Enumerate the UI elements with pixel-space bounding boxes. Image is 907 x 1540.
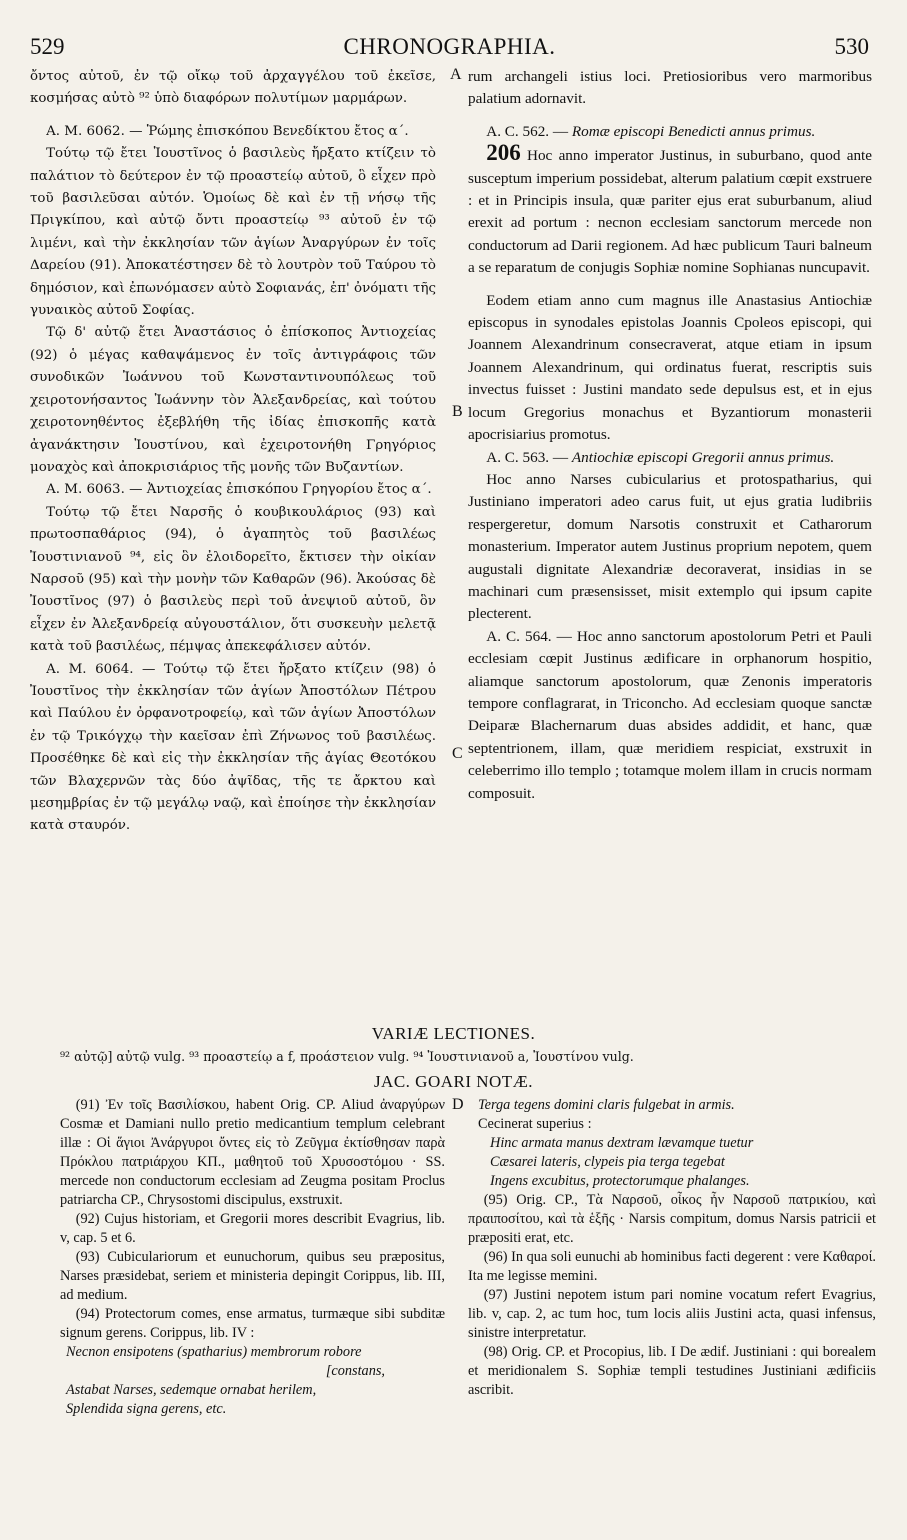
greek-paragraph: Τούτῳ τῷ ἔτει Ναρσῆς ὁ κουβικουλάριος (93) καὶ πρωτοσπαθάριος (94), ὁ ἀγαπητὸς τοῦ βασιλέως Ἰουστινιανοῦ ⁹⁴, εἰς ὃν ἐλοιδορεῖτο, ἔκτισεν τὴν οἰκίαν Ναρσοῦ (95) καὶ τὴν μονὴν τῶν Καθαρῶν (96). Ἀκούσας δὲ Ἰουστῖνος (97) ὁ βασιλεὺς περὶ τοῦ ἀνεψιοῦ αὐτοῦ, ὃν εἶχεν ἐν Ἀλεξανδρείᾳ αὐγουστάλιον, ὅτι συσκευὴν μελετᾷ κατὰ τοῦ βασιλέως, πέμψας ἀπεκεφάλισεν αὐτόν.	[30, 504, 436, 655]
greek-year-heading: Α. Μ. 6062. — Ῥώμης ἐπισκόπου Βενεδίκτου ἔτος α΄.	[46, 123, 409, 139]
section-number: 206	[486, 140, 521, 166]
note-97: (97) Justini nepotem istum pari nomine vocatum refert Evagrius, lib. v, cap. 2, ac tum hoc, tum locis aliis Justini acta, quasi infensus, sinistre interpretatur.	[468, 1287, 876, 1341]
latin-paragraph	[468, 140, 872, 279]
greek-paragraph: ὄντος αὐτοῦ, ἐν τῷ οἴκῳ τοῦ ἀρχαγγέλου τοῦ ἐκεῖσε, κοσμήσας αὐτὸ ⁹² ὑπὸ διαφόρων πολυτίμων μαρμάρων.	[30, 69, 436, 107]
note-98: (98) Orig. CP. et Procopius, lib. I De ædif. Justiniani : qui borealem et meridionalem S. Sophiæ templi testudines Justiniani ædificiis ascribit.	[468, 1344, 876, 1398]
greek-year-heading: Α. Μ. 6063. — Ἀντιοχείας ἐπισκόπου Γρηγορίου ἔτος α΄.	[46, 482, 432, 498]
latin-paragraph: Eodem etiam anno cum magnus ille Anastasius Antiochiæ episcopus in synodales epistolas Joannis Cpoleos episcopi, qui Joannem Alexandrinum consecraverat, atque etiam in ipsum Joannem Alexandrinum, qui ordinatus fuerat, rescriptis suis invectus fuisset : Justini mandato sede depulsus est, et in ejus locum Gregorius monachus et Byzantiorum monasterii apocrisiarius promotus.	[468, 291, 872, 444]
notes-right-column	[468, 1096, 876, 1400]
running-head	[30, 34, 869, 64]
latin-paragraph: rum archangeli istius loci. Pretiosioribus vero marmoribus palatium adornavit.	[468, 68, 872, 108]
verse-line: Splendida signa gerens, etc.	[66, 1401, 227, 1417]
greek-paragraph: Τούτῳ τῷ ἔτει Ἰουστῖνος ὁ βασιλεὺς ἤρξατο κτίζειν τὸ παλάτιον τὸ δεύτερον ἐν τῷ προαστείῳ αὐτοῦ, ὃ εἶχεν πρὸ τοῦ βασιλεῦσαι αὐτόν. Ὁμοίως δὲ καὶ ἐν τῇ νήσῳ τῆς Πριγκίπου, καὶ αὐτῷ ὄντι προαστείῳ ⁹³ αὐτοῦ ἐν τῷ λιμένι, καὶ τὴν ἐκκλησίαν τῶν ἁγίων Ἀναργύρων ἐν τοῖς Δαρείου (91). Ἀποκατέστησεν δὲ τὸ λουτρὸν τοῦ Ταύρου τὸ δημόσιον, καὶ ἐπωνόμασεν αὐτὸ Σοφιανάς, ἐπ' ὀνόματι τῆς γυναικὸς αὐτοῦ Σοφίας.	[30, 146, 436, 319]
verse-line: [constans,	[325, 1363, 385, 1379]
page-number-right: 530	[834, 34, 869, 59]
note-text: Cecinerat superius :	[478, 1116, 592, 1132]
note-92: (92) Cujus historiam, et Gregorii mores describit Evagrius, lib. v, cap. 5 et 6.	[60, 1211, 445, 1246]
running-title: CHRONOGRAPHIA.	[343, 34, 556, 59]
note-94: (94) Protectorum comes, ense armatus, turmæque sibi subditæ signum gerens. Corippus, lib. IV :	[60, 1306, 445, 1341]
greek-column	[30, 66, 436, 838]
latin-year-heading	[468, 447, 872, 469]
latin-column	[468, 66, 872, 805]
variae-title: VARIÆ LECTIONES.	[371, 1024, 536, 1043]
latin-paragraph: A. C. 564. — Hoc anno sanctorum apostolorum Petri et Pauli ecclesiam cœpit Justinus ædificare in orphanorum hospitio, aliamque sanctorum apostolorum, quæ Zenonis imperatoris tempore conflagrarat, in Triconcho. Ad ecclesiam quoque sanctæ Deiparæ Blachernarum duas absides addidit, et hanc, quæ septentrionem, illam, quæ meridiem respiciat, exstruxit in celeberrimo illo templo ; totamque molem illam in crucis normam composuit.	[468, 627, 872, 802]
greek-paragraph: Τῷ δ' αὐτῷ ἔτει Ἀναστάσιος ὁ ἐπίσκοπος Ἀντιοχείας (92) ὁ μέγας καθαψάμενος ἐν τοῖς ἀντιγράφοις τῶν συνοδικῶν Ἰωάννου τοῦ Κωνσταντινουπόλεως τοῦ χειροτονήσαντος Ἰωάννην τὸν Ἀλεξανδρείας, καὶ τούτου χειροτονηθέντος ἐξεβλήθη τῆς ἰδίας ἐπισκοπῆς κατὰ ἀγανάκτησιν Ἰουστίνου, καὶ ἐχειροτονήθη Γρηγόριος μοναχὸς καὶ ἀποκρισιάριος τῆς μονῆς τῶν Βυζαντίων.	[30, 325, 436, 475]
verse-line: Ingens excubitus, protectorumque phalanges.	[490, 1173, 750, 1189]
notes-title: JAC. GOARI NOTÆ.	[373, 1072, 534, 1091]
variae-lectiones: ⁹² αὐτῷ] αὐτῷ vulg. ⁹³ προαστείῳ a f, προάστειον vulg. ⁹⁴ Ἰουστινιανοῦ a, Ἰουστίνου vulg.	[60, 1049, 634, 1064]
latin-year-lead: A. C. 563. —	[486, 448, 569, 466]
page-number-left: 529	[30, 34, 65, 59]
note-93: (93) Cubiculariorum et eunuchorum, quibus seu præpositus, Narses præsidebat, seriem et ministeria depingit Corippus, lib. III, ad medium.	[60, 1249, 445, 1303]
margin-letter-a: A	[450, 66, 462, 83]
note-96: (96) In qua soli eunuchi ab hominibus facti degerent : vere Καθαροί. Ita me legisse memini.	[468, 1249, 876, 1284]
verse-line: Astabat Narses, sedemque ornabat herilem,	[66, 1382, 317, 1398]
note-95: (95) Orig. CP., Τὰ Ναρσοῦ, οἶκος ἦν Ναρσοῦ πατρικίου, καὶ πραιποσίτου, καὶ τὰ ἑξῆς · Narsis compitum, domus Narsis patricii et præpositi erat, etc.	[468, 1192, 876, 1246]
margin-letter-d: D	[452, 1096, 464, 1113]
verse-line: Hinc armata manus dextram lævamque tuetur	[490, 1135, 754, 1151]
margin-letter-b: B	[452, 403, 463, 420]
latin-paragraph-text: Hoc anno imperator Justinus, in suburbano, quod ante susceptum imperium possidebat, alterum palatium cœpit exstruere : et in Principis insula, quæ pariter ejus erat suburbanum, aliud erexit ad portum : necnon ecclesiam sanctorum mercede non conductorum ad Darii regionem. Ad hæc publicum Tauri balneum a se reparatum de conjugis Sophiæ nomine Sophianas nuncupavit.	[468, 147, 872, 277]
notes-left-column	[60, 1096, 445, 1419]
greek-paragraph: Α. Μ. 6064. — Τούτῳ τῷ ἔτει ἤρξατο κτίζειν (98) ὁ Ἰουστῖνος τὴν ἐκκλησίαν τῶν ἁγίων Ἀποστόλων Πέτρου καὶ Παύλου ἐν ὀρφανοτροφείῳ, καὶ τῶν ἁγίων Ἀποστόλων ἐν τῷ Τρικόγχῳ τὴν καεῖσαν ἐπὶ Ζήνωνος τοῦ βασιλέως. Προσέθηκε δὲ καὶ εἰς τὴν ἐκκλησίαν τῆς ἁγίας Θεοτόκου τῶν Βλαχερνῶν τὰς δύο ἀψῖδας, τῆς τε ἄρκτου καὶ μεσημβρίας ἐν τῷ μεγάλῳ ναῷ, καὶ ἐποίησε τὴν ἐκκλησίαν κατὰ σταυρόν.	[30, 661, 436, 834]
latin-year-lead: A. C. 562. —	[486, 122, 569, 140]
latin-paragraph: Hoc anno Narses cubicularius et protospatharius, qui Justiniano imperatori adeo carus fuit, ut ejus gratia ludibriis respergeretur, domum Narsotis construxit et Catharorum monasterium. Imperator autem Justinus proprium nepotem, quem augustali dignitate Alexandriæ decoraverat, insidias in se machinari cum præsensisset, misit extemplo qui ipsum capite plecterent.	[468, 470, 872, 623]
latin-year-title: Antiochiæ episcopi Gregorii annus primus.	[571, 448, 835, 466]
latin-year-heading	[468, 121, 872, 143]
note-91: (91) Ἐν τοῖς Βασιλίσκου, habent Orig. CP. Aliud ἀναργύρων Cosmæ et Damiani nullo pretio medicantium templum celebrant illæ : Οἱ ἅγιοι Ἀνάργυροι ὄντες εἰς τὸ Ζεῦγμα ἐκτίσθησαν παρὰ Πρόκλου πατριάρχου ΚΠ., μαθητοῦ τοῦ Χρυσοστόμου · SS. mercede non conductorum ecclesiam ad Zeugma positam Proclus patriarcha CP., Chrysostomi discipulus, exstruxit.	[60, 1097, 445, 1208]
latin-year-title: Romæ episcopi Benedicti annus primus.	[571, 122, 816, 140]
verse-line: Terga tegens domini claris fulgebat in armis.	[478, 1097, 735, 1113]
verse-line: Necnon ensipotens (spatharius) membrorum robore	[66, 1344, 362, 1360]
margin-letter-c: C	[452, 745, 463, 762]
verse-line: Cæsarei lateris, clypeis pia terga tegebat	[490, 1154, 725, 1170]
